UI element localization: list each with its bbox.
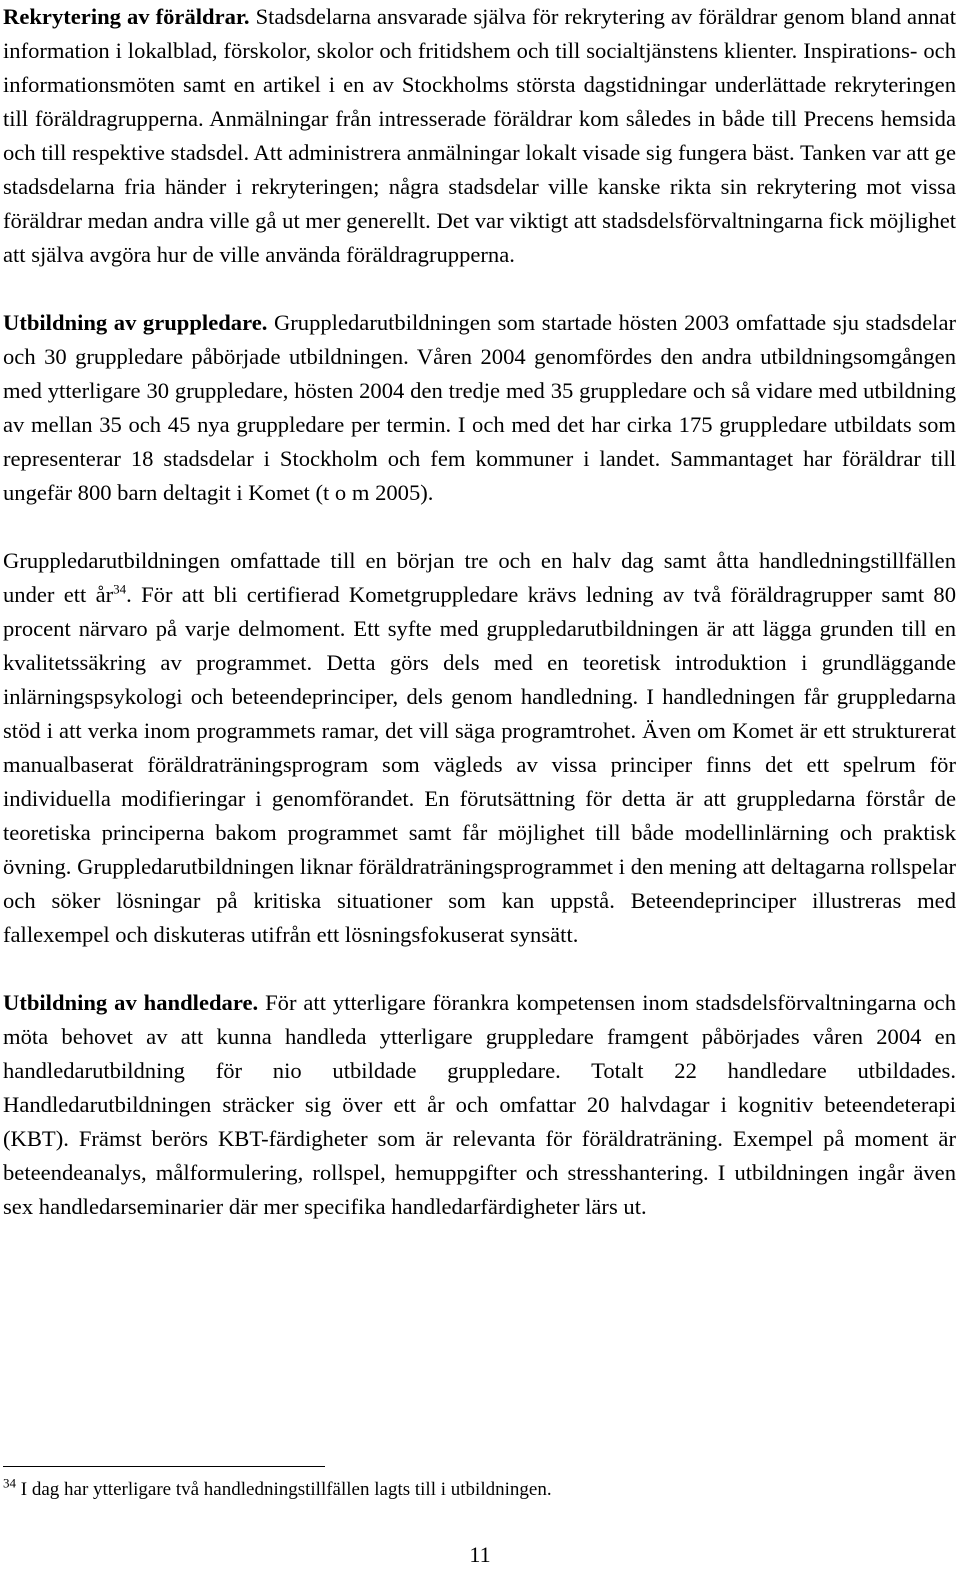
footnote-reference[interactable]: 34 [113, 581, 127, 597]
paragraph-gruppledarutbildningen [3, 544, 956, 952]
paragraph-text: För att ytterligare förankra kompetensen inom stadsdelsförvaltningarna och möta behovet av att kunna handleda ytterligare gruppledare framgent påbörjades våren 2004 en handledarutbildning för nio utbildade gruppledare. Totalt 22 handledare utbildades. Handledarutbildningen sträcker sig över ett år och omfattar 20 halvdagar i kognitiv beteendeterapi (KBT). Främst berörs KBT-färdigheter som är relevanta för föräldraträning. Exempel på moment är beteendeanalys, målformulering, rollspel, hemuppgifter och stresshantering. I utbildningen ingår även sex handledarseminarier där mer specifika handledarfärdigheter lärs ut. [3, 990, 956, 1219]
paragraph-heading: Utbildning av handledare. [3, 990, 259, 1015]
paragraph-heading: Rekrytering av föräldrar. [3, 4, 250, 29]
footnote-number: 34 [3, 1475, 16, 1491]
paragraph-text: Gruppledarutbildningen omfattade till en början tre och en halv dag samt åtta handledningstillfällen under ett år [3, 548, 956, 607]
footnote-text: I dag har ytterligare två handledningstillfällen lagts till i utbildningen. [20, 1479, 552, 1500]
paragraph-utbildning-gruppledare [3, 306, 956, 510]
paragraph-text: . För att bli certifierad Kometgruppledare krävs ledning av två föräldragrupper samt 80 procent närvaro på varje delmoment. Ett syfte med gruppledarutbildningen är att lägga grunden till en kvalitetssäkring av programmet. Detta görs dels med en teoretisk introduktion i grundläggande inlärningspsykologi och beteendeprinciper, dels genom handledning. I handledningen får gruppledarna stöd i att verka inom programmets ramar, det vill säga programtrohet. Även om Komet är ett strukturerat manualbaserat föräldraträningsprogram som vägleds av vissa principer finns det ett spelrum för individuella modifieringar i genomförandet. En förutsättning för detta är att gruppledarna förstår de teoretiska principerna bakom programmet samt får möjlighet till både modellinlärning och praktisk övning. Gruppledarutbildningen liknar föräldraträningsprogrammet i den mening att deltagarna rollspelar och söker lösningar på kritiska situationer som kan uppstå. Beteendeprinciper illustreras med fallexempel och diskuteras utifrån ett lösningsfokuserat synsätt. [3, 582, 957, 947]
paragraph-rekrytering [3, 0, 956, 272]
document-page [3, 0, 956, 1224]
paragraph-text: Gruppledarutbildningen som startade hösten 2003 omfattade sju stadsdelar och 30 gruppledare påbörjade utbildningen. Våren 2004 genomfördes den andra utbildningsomgången med ytterligare 30 gruppledare, hösten 2004 den tredje med 35 gruppledare och så vidare med utbildning av mellan 35 och 45 nya gruppledare per termin. I och med det har cirka 175 gruppledare utbildats som representerar 18 stadsdelar i Stockholm och fem kommuner i landet. Sammantaget har föräldrar till ungefär 800 barn deltagit i Komet (t o m 2005). [3, 310, 956, 505]
page-number: 11 [469, 1542, 491, 1567]
paragraph-utbildning-handledare [3, 986, 956, 1224]
paragraph-heading: Utbildning av gruppledare. [3, 310, 268, 335]
paragraph-text: Stadsdelarna ansvarade själva för rekrytering av föräldrar genom bland annat information i lokalblad, förskolor, skolor och fritidshem och till socialtjänstens klienter. Inspirations- och informationsmöten samt en artikel i en av Stockholms största dagstidningar underlättade rekryteringen till föräldragrupperna. Anmälningar från intresserade föräldrar kom således in både till Precens hemsida och till respektive stadsdel. Att administrera anmälningar lokalt visade sig fungera bäst. Tanken var att ge stadsdelarna fria händer i rekryteringen; några stadsdelar ville kanske rikta sin rekrytering mot vissa föräldrar medan andra ville gå ut mer generellt. Det var viktigt att stadsdelsförvaltningarna fick möjlighet att själva avgöra hur de ville använda föräldragrupperna. [3, 4, 956, 267]
footnote [3, 1476, 903, 1504]
footnote-divider [3, 1466, 325, 1467]
